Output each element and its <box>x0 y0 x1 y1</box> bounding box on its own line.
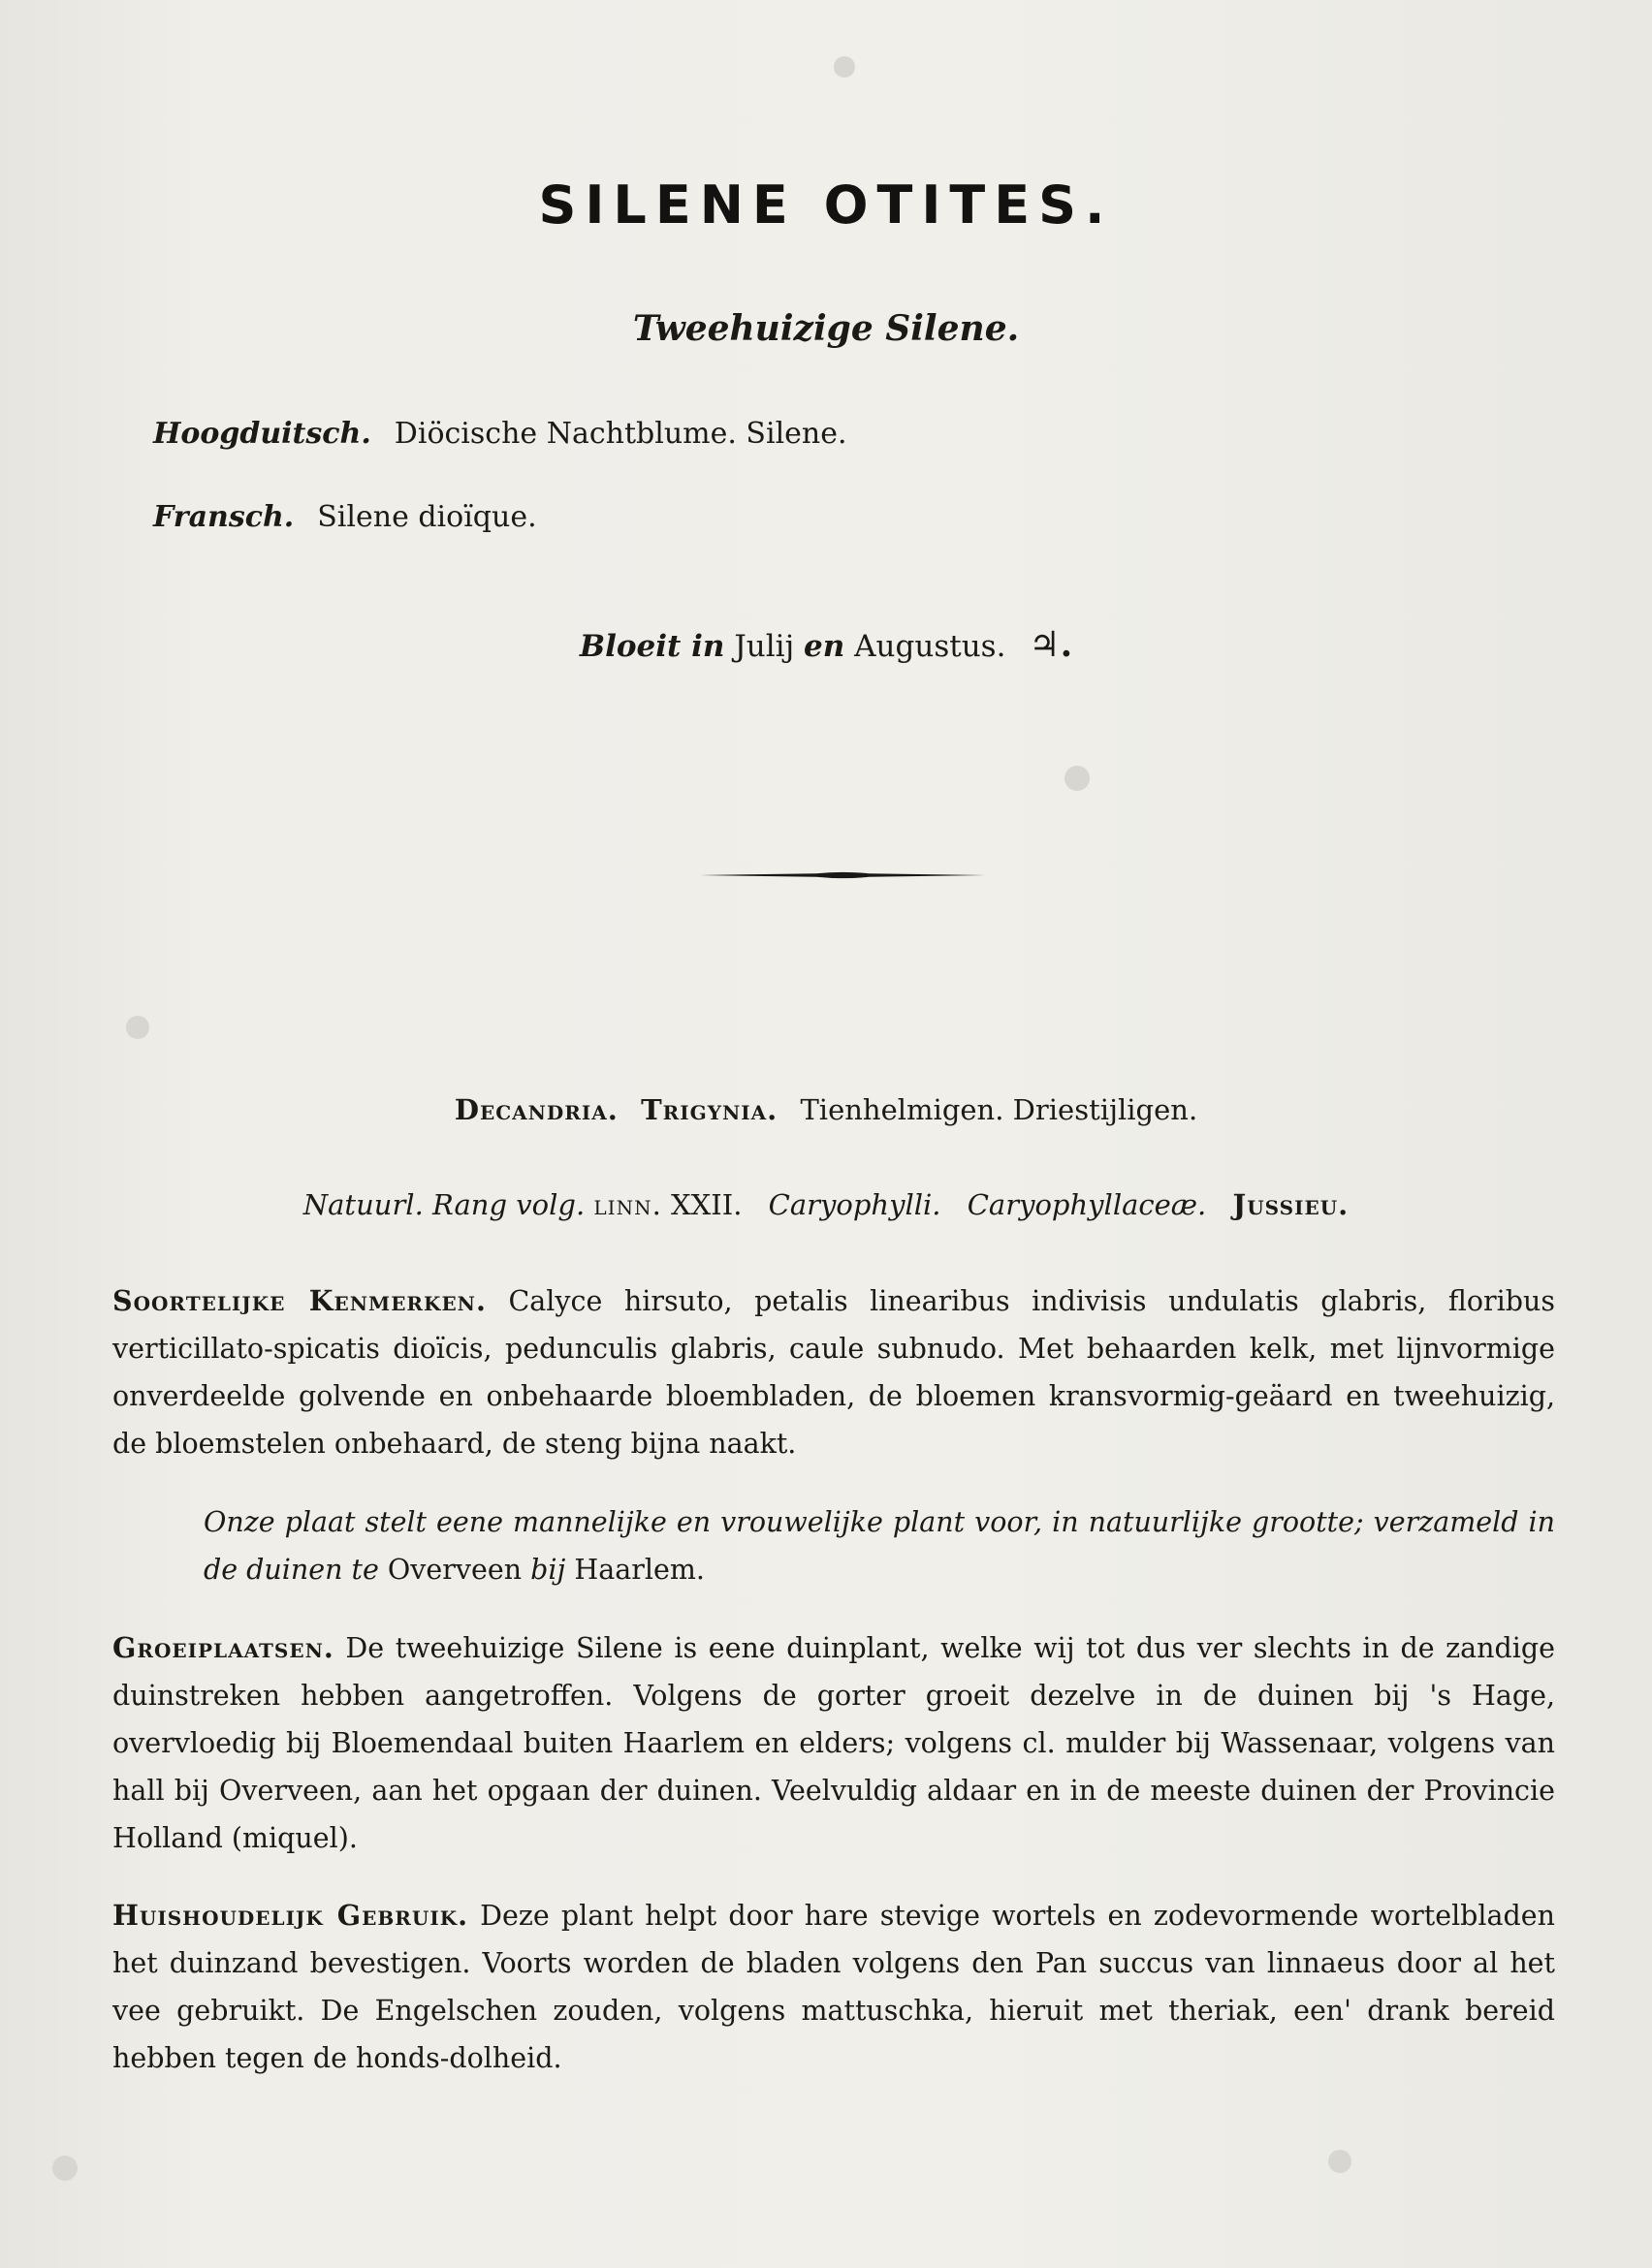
note-text-2: bij <box>530 1554 566 1586</box>
bloom-label: Bloeit in <box>579 629 725 664</box>
dutch-name: Tweehuizige Silene. <box>632 308 1020 349</box>
rank-number: XXII. <box>671 1188 743 1221</box>
section-text: Calyce hirsuto, petalis linearibus indivisis undulatis glabris, floribus verticillato-spicatis dioïcis, pedunculis glabris, caule subnudo. Met behaarden kelk, met lijnvormige onverdeelde golvende en onbehaarde bloembladen, de bloemen kransvormig-geäard en tweehuizig, de bloemstelen onbehaard, de steng bijna naakt. <box>112 1285 1555 1460</box>
linnaean-class <box>0 1093 1652 1126</box>
flowering-period <box>0 624 1652 665</box>
paper-speck <box>834 56 855 78</box>
paper-speck <box>126 1016 149 1039</box>
language-label: Fransch. <box>153 500 295 534</box>
bloom-conj: en <box>804 629 845 664</box>
note-place: Overveen <box>387 1554 523 1586</box>
french-name-line <box>153 500 537 534</box>
rank-linn: linn. <box>593 1188 662 1221</box>
rank-group-2: Caryophyllaceæ. <box>967 1188 1207 1221</box>
bloom-month: Julij <box>734 629 795 664</box>
paper-speck <box>1328 2150 1351 2173</box>
section-text: De tweehuizige Silene is eene duinplant, welke wij tot dus ver slechts in de zandige duinstreken hebben aangetroffen. Volgens de gorter groeit dezelve in de duinen bij 's Hage, overvloedig bij Bloemendaal buiten Haarlem en elders; volgens cl. mulder bij Wassenaar, volgens van hall bij Overveen, aan het opgaan der duinen. Veelvuldig aldaar en in de meeste duinen der Provincie Holland (miquel). <box>112 1632 1555 1854</box>
habitat-section <box>112 1624 1555 1862</box>
class-dutch: Tienhelmigen. Driestijligen. <box>800 1093 1198 1126</box>
language-label: Hoogduitsch. <box>153 417 371 451</box>
household-use-section <box>112 1892 1555 2082</box>
paper-speck <box>52 2156 78 2181</box>
page-title: SILENE OTITES. <box>538 174 1114 236</box>
note-place-2: Haarlem. <box>574 1554 705 1586</box>
perennial-symbol: ♃. <box>1029 624 1073 665</box>
section-text: Deze plant helpt door hare stevige wortels en zodevormende wortelbladen het duinzand bevestigen. Voorts worden de bladen volgens den Pan succus van linnaeus door al het vee gebruikt. De Engelschen zouden, volgens mattuschka, hieruit met theriak, een' drank bereid hebben tegen de honds-dolheid. <box>112 1900 1556 2074</box>
section-heading: Soortelijke Kenmerken. <box>112 1284 487 1317</box>
rank-author: Jussieu. <box>1232 1188 1350 1221</box>
natural-rank <box>0 1188 1652 1221</box>
class-decandria: Decandria. <box>454 1093 619 1126</box>
rank-group-1: Caryophylli. <box>768 1188 941 1221</box>
common-name: Silene dioïque. <box>317 500 537 534</box>
species-characteristics <box>112 1277 1555 1467</box>
section-heading: Groeiplaatsen. <box>112 1631 334 1664</box>
order-trigynia: Trigynia. <box>641 1093 778 1126</box>
paper-speck <box>1064 766 1090 791</box>
common-name: Diöcische Nachtblume. Silene. <box>394 417 847 451</box>
rank-prefix: Natuurl. Rang volg. <box>302 1188 586 1221</box>
section-heading: Huishoudelijk Gebruik. <box>112 1899 469 1932</box>
note-text: Onze plaat stelt eene mannelijke en vrouwelijke plant voor, in natuurlijke grootte; verzameld in de duinen te <box>204 1506 1555 1586</box>
bloom-month-2: Augustus. <box>854 629 1006 664</box>
plate-note <box>204 1498 1555 1593</box>
german-name-line <box>153 417 847 451</box>
ornamental-rule <box>700 870 985 880</box>
